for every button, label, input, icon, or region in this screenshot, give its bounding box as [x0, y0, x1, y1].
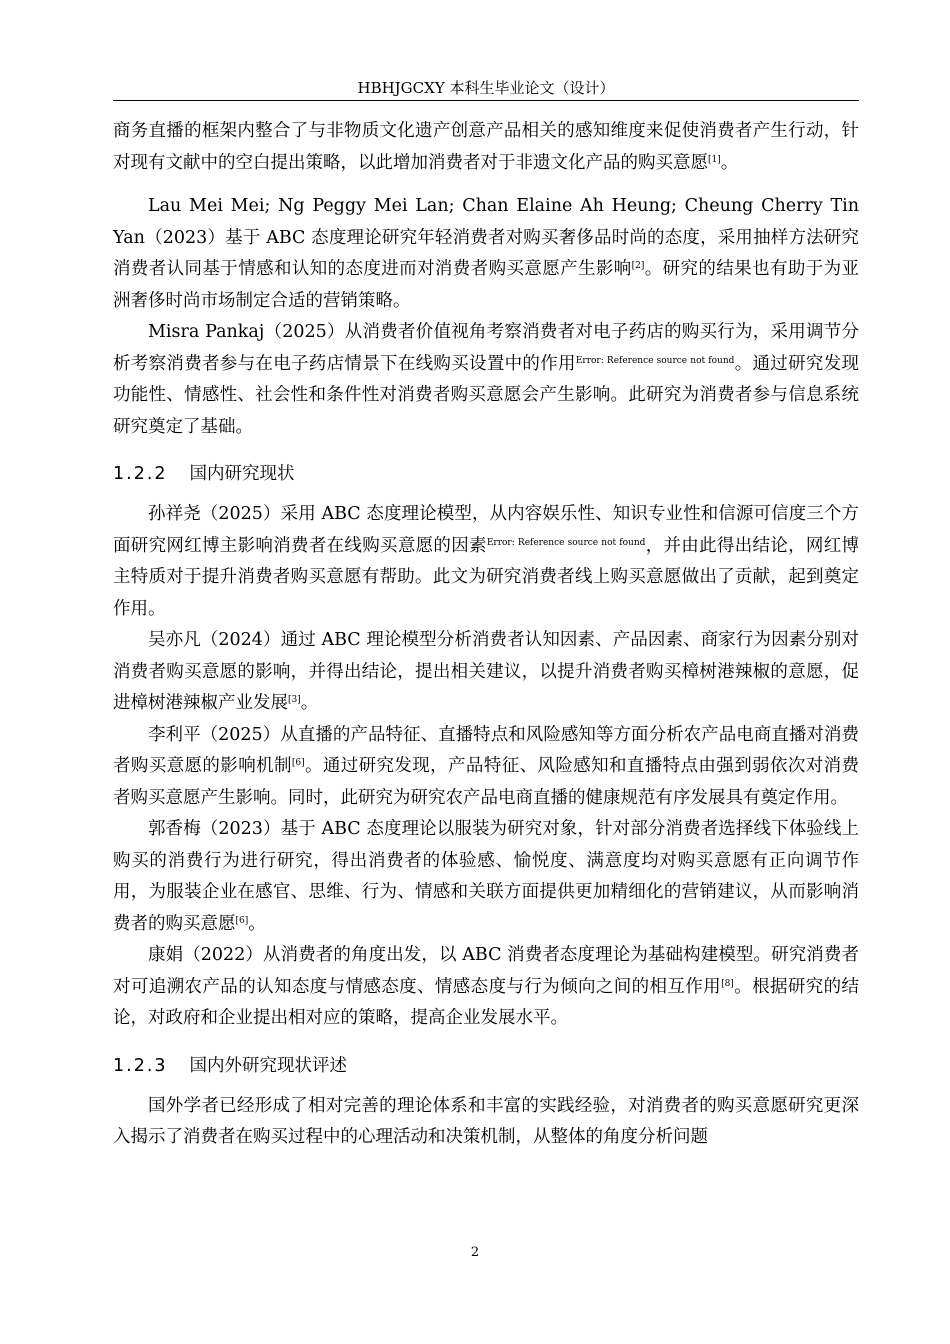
citation: [1]: [708, 154, 721, 165]
paragraph: 康娟（2022）从消费者的角度出发，以 ABC 消费者态度理论为基础构建模型。研究消费者对可追溯农产品的认知态度与情感态度、情感态度与行为倾向之间的相互作用[8]。根据研究的结论，对政府和企业提出相对应的策略，提高企业发展水平。: [113, 945, 860, 1028]
section-heading-1-2-3: 1.2.3 国内外研究现状评述: [113, 1055, 348, 1076]
paragraph: Misra Pankaj（2025）从消费者价值视角考察消费者对电子药店的购买行为，采用调节分析考察消费者参与在电子药店情景下在线购买设置中的作用$^{Error: Reference source not found}$。通过研究发现功能性、情感性、社会性和条件性对消费者购买意愿会产生影响。此研究为消费者参与信息系统研究奠定了基础。: [113, 322, 860, 437]
citation: [2]: [631, 261, 645, 271]
citation: [8]: [721, 978, 734, 989]
paragraph: 郭香梅（2023）基于 ABC 态度理论以服装为研究对象，针对部分消费者选择线下体验线上购买的消费行为进行研究，得出消费者的体验感、愉悦度、满意度均对购买意愿有正向调节作用，为服装企业在感官、思维、行为、情感和关联方面提供更加精细化的营销建议，从而影响消费者的购买意愿[6]。: [113, 819, 859, 934]
citation: [6]: [291, 758, 305, 768]
paragraph: 商务直播的框架内整合了与非物质文化遗产创意产品相关的感知维度来促使消费者产生行动，针对现有文献中的空白提出策略，以此增加消费者对于非遗文化产品的购买意愿[1]。: [113, 121, 859, 173]
citation-error: Error: Reference source not found: [486, 537, 646, 548]
page-number: 2: [470, 1245, 480, 1260]
page-body: [113, 116, 859, 1154]
citation: [6]: [235, 915, 249, 926]
citation: [3]: [288, 695, 301, 705]
paragraph: 李利平（2025）从直播的产品特征、直播特点和风险感知等方面分析农产品电商直播对消费者购买意愿的影响机制[6]。通过研究发现，产品特征、风险感知和直播特点由强到弱依次对消费者购买意愿产生影响。同时，此研究为研究农产品电商直播的健康规范有序发展具有奠定作用。: [113, 724, 859, 808]
paragraph: 孙祥尧（2025）采用 ABC 态度理论模型，从内容娱乐性、知识专业性和信源可信度三个方面研究网红博主影响消费者在线购买意愿的因素$^{Error: Reference source not found}$，并由此得出结论，网红博主特质对于提升消费者购买意愿有帮助。此文为研究消费者线上购买意愿做出了贡献，起到奠定作用。: [113, 504, 860, 619]
paragraph: 吴亦凡（2024）通过 ABC 理论模型分析消费者认知因素、产品因素、商家行为因素分别对消费者购买意愿的影响，并得出结论，提出相关建议，以提升消费者购买樟树港辣椒的意愿，促进樟树港辣椒产业发展[3]。: [113, 630, 859, 713]
section-heading-1-2-2: 1.2.2 国内研究现状: [113, 464, 295, 484]
header-rule: [113, 100, 859, 101]
running-header: HBHJGCXY 本科生毕业论文（设计）: [357, 79, 615, 97]
paragraph: 国外学者已经形成了相对完善的理论体系和丰富的实践经验，对消费者的购买意愿研究更深入揭示了消费者在购买过程中的心理活动和决策机制，从整体的角度分析问题: [113, 1095, 859, 1147]
paragraph: Lau Mei Mei; Ng Peggy Mei Lan; Chan Elaine Ah Heung; Cheung Cherry Tin Yan（2023）基于 ABC 态度理论研究年轻消费者对购买奢侈品时尚的态度，采用抽样方法研究消费者认同基于情感和认知的态度进而对消费者购买意愿产生影响[2]。研究的结果也有助于为亚洲奢侈时尚市场制定合适的营销策略。: [113, 196, 859, 311]
citation-error: Error: Reference source not found: [575, 355, 735, 366]
